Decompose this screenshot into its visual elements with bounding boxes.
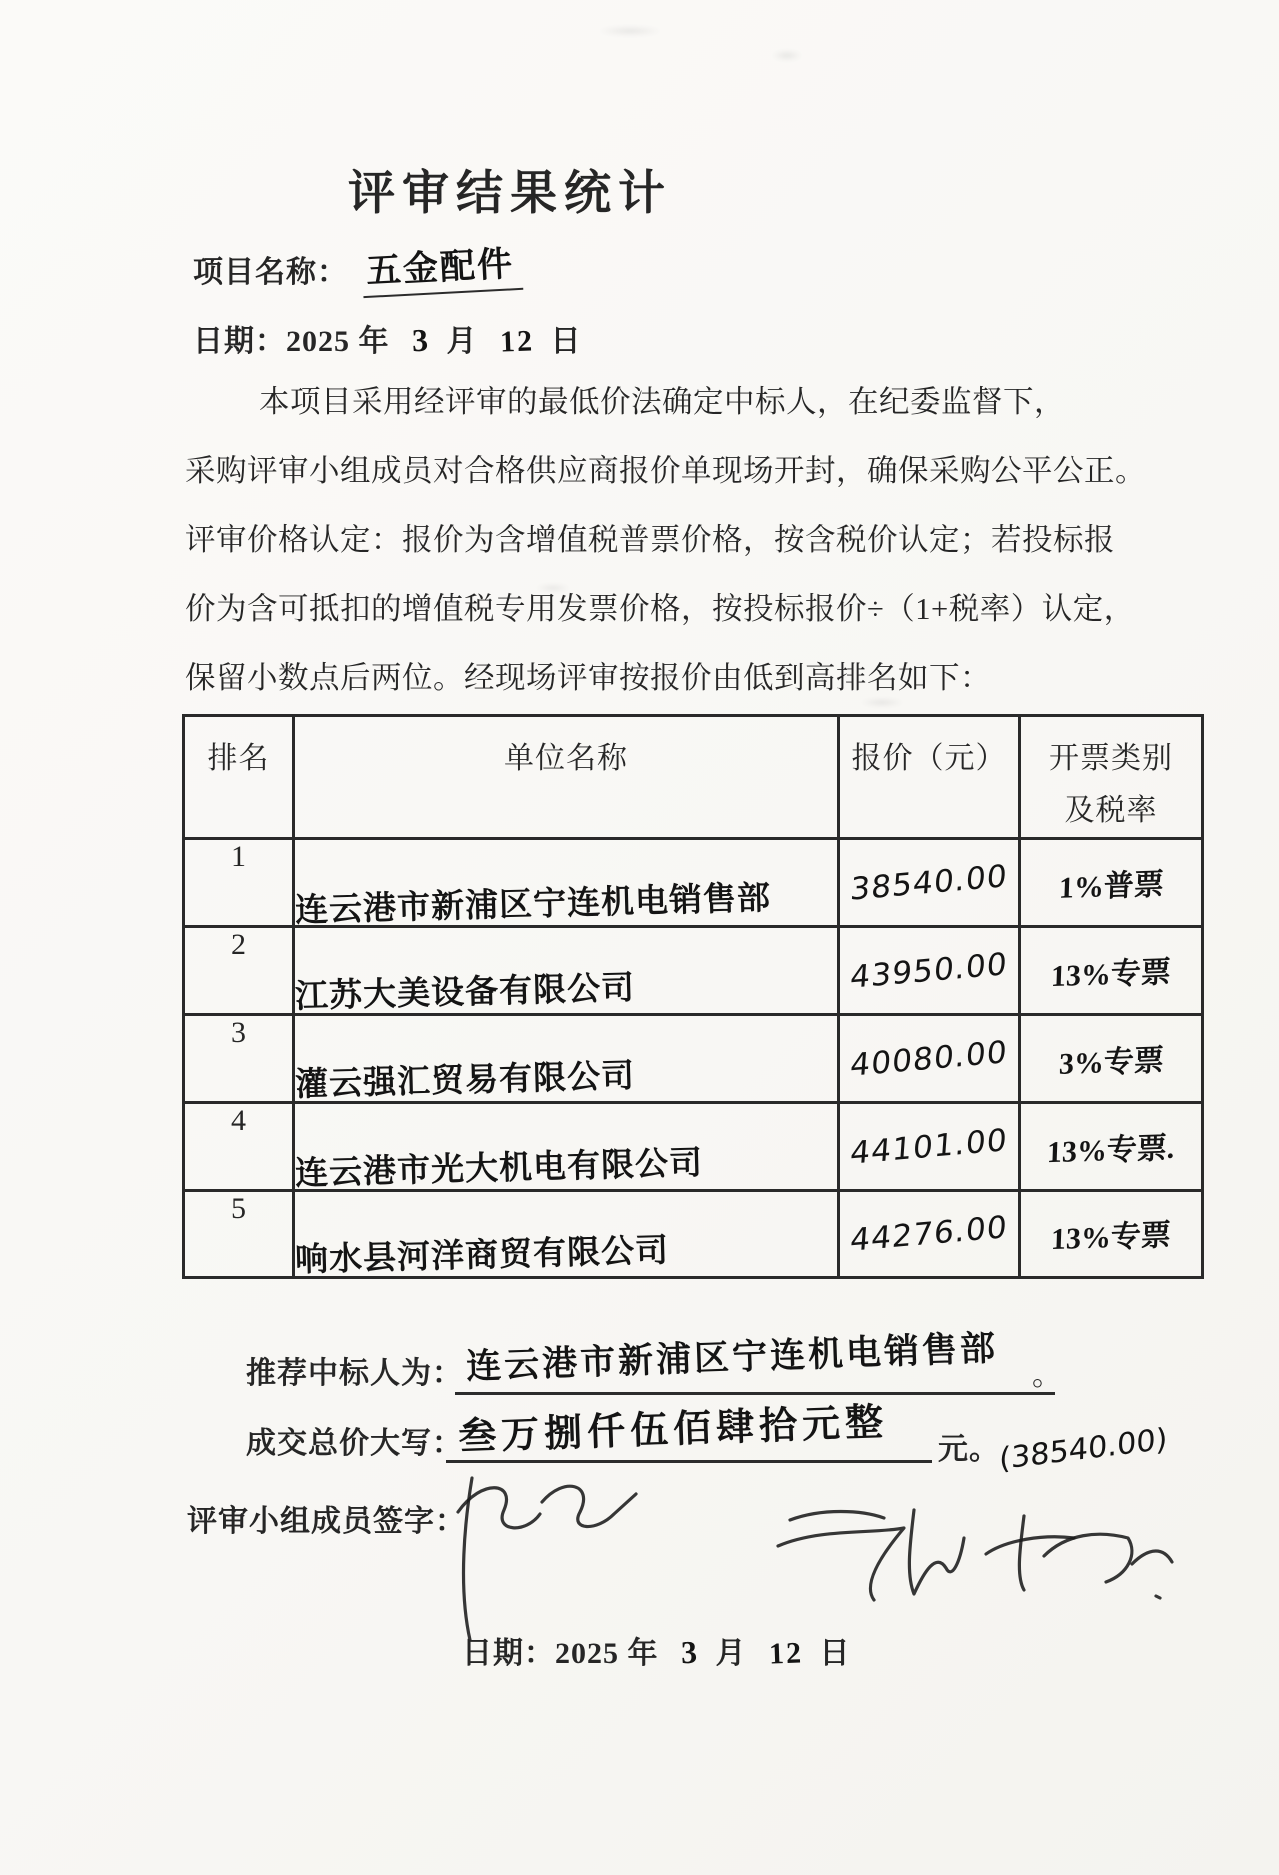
header-company: 单位名称: [294, 716, 839, 839]
company-cell: [294, 839, 839, 930]
tax-cell: [1020, 927, 1203, 1015]
date-bottom-day-handwritten: 12: [768, 1636, 804, 1671]
amount-unit: [938, 1421, 1168, 1478]
table-row: [184, 1103, 1203, 1191]
price-handwritten: 38540.00: [848, 857, 1010, 908]
price-cell: [839, 839, 1020, 927]
company-cell: [294, 1191, 839, 1278]
paragraph-line: 保留小数点后两位。经现场评审按报价由低到高排名如下：: [185, 661, 991, 695]
project-name-line: [193, 243, 522, 297]
date-day-handwritten: 12: [499, 324, 535, 359]
price-handwritten: 40080.00: [848, 1033, 1010, 1084]
date-line-top: [193, 316, 582, 360]
tax-cell: [1020, 839, 1203, 927]
table-row: [184, 1015, 1203, 1103]
amount-unit-text: 元。: [938, 1433, 1000, 1466]
project-name-handwritten-value: 五金配件: [361, 236, 524, 298]
header-tax-label: 开票类别及税率: [1049, 742, 1173, 827]
company-handwritten: 响水县河洋商贸有限公司: [294, 1233, 670, 1279]
date-line-bottom: [462, 1628, 851, 1672]
price-cell: [839, 1103, 1020, 1191]
date-month-unit: 月: [446, 325, 478, 358]
date-bottom-day-unit: 日: [819, 1637, 851, 1670]
signature-scribble-1: [542, 1486, 636, 1526]
rank-cell: 4: [184, 1103, 294, 1191]
price-cell: [839, 1191, 1020, 1278]
price-handwritten: 44276.00: [848, 1209, 1010, 1259]
table-row: [184, 1191, 1203, 1278]
paragraph-line: 本项目采用经评审的最低价法确定中标人，在纪委监督下，: [259, 385, 1065, 419]
recommend-winner-label: 推荐中标人为：: [246, 1357, 463, 1390]
header-rank: 排名: [184, 716, 294, 839]
signature-scribble-2: [778, 1528, 904, 1600]
project-name-label: 项目名称：: [193, 256, 348, 289]
company-cell: [294, 1015, 839, 1103]
scan-smudge: [772, 50, 802, 61]
signature-scribble-2: [790, 1512, 884, 1521]
rank-cell: 2: [184, 927, 294, 1015]
signature-scribble-3: [1132, 1551, 1172, 1564]
price-cell: [839, 1015, 1020, 1103]
company-handwritten: 连云港市光大机电有限公司: [294, 1145, 704, 1193]
body-paragraph: [185, 368, 1146, 713]
price-handwritten: 43950.00: [848, 945, 1010, 996]
recommend-period: 。: [1032, 1359, 1063, 1392]
price-handwritten: 44101.00: [848, 1121, 1010, 1172]
header-tax: [1020, 716, 1203, 839]
amount-label: 成交总价大写：: [246, 1427, 463, 1460]
date-bottom-prefix: 日期：2025 年: [462, 1637, 659, 1670]
tax-handwritten: 13%专票: [1050, 955, 1172, 993]
company-handwritten: 连云港市新浦区宁连机电销售部: [294, 880, 772, 930]
company-cell: [294, 1103, 839, 1191]
rank-cell: 5: [184, 1191, 294, 1278]
tax-handwritten: 3%专票: [1057, 1043, 1164, 1081]
table-row: [184, 839, 1203, 927]
company-handwritten: 江苏大美设备有限公司: [294, 970, 636, 1016]
amount-figures-handwritten: (38540.00): [998, 1421, 1168, 1478]
tax-cell: [1020, 1103, 1203, 1191]
date-bottom-month-handwritten: 3: [680, 1633, 700, 1671]
amount-underline: [446, 1460, 932, 1463]
amount-handwritten: 叁万捌仟伍佰肆拾元整: [457, 1401, 889, 1459]
price-cell: [839, 927, 1020, 1015]
signature-scribble-3: [986, 1537, 1074, 1554]
signature-scribble-3: [1019, 1516, 1024, 1590]
date-day-unit: 日: [550, 325, 582, 358]
signatures-label: 评审小组成员签字：: [187, 1505, 466, 1538]
rank-cell: 1: [184, 839, 294, 927]
tax-cell: [1020, 1015, 1203, 1103]
page-title: 评审结果统计: [348, 168, 672, 220]
signature-scribble-3: [1044, 1534, 1132, 1582]
date-bottom-month-unit: 月: [715, 1637, 747, 1670]
date-prefix: 日期：2025 年: [193, 325, 390, 358]
paragraph-line: 采购评审小组成员对合格供应商报价单现场开封，确保采购公平公正。: [185, 454, 1146, 488]
paragraph-line: 评审价格认定：报价为含增值税普票价格，按含税价认定；若投标报: [185, 523, 1115, 557]
tax-cell: [1020, 1191, 1203, 1278]
date-month-handwritten: 3: [411, 321, 431, 359]
scan-smudge: [598, 26, 662, 36]
company-handwritten: 灌云强汇贸易有限公司: [294, 1058, 636, 1104]
ranking-table: [182, 714, 1204, 1279]
table-header-row: [184, 716, 1203, 839]
paragraph-line: 价为含可抵扣的增值税专用发票价格，按投标报价÷（1+税率）认定，: [185, 592, 1135, 626]
rank-cell: 3: [184, 1015, 294, 1103]
tax-handwritten: 13%专票: [1050, 1218, 1172, 1257]
company-cell: [294, 927, 839, 1015]
tax-handwritten: 13%专票.: [1046, 1131, 1176, 1169]
table-row: [184, 927, 1203, 1015]
signature-scribble-2: [909, 1510, 964, 1594]
tax-handwritten: 1%普票: [1057, 867, 1164, 905]
recommend-winner-handwritten: 连云港市新浦区宁连机电销售部: [465, 1328, 999, 1387]
header-price: 报价（元）: [839, 716, 1020, 839]
signature-scribble-3: [1156, 1596, 1160, 1598]
